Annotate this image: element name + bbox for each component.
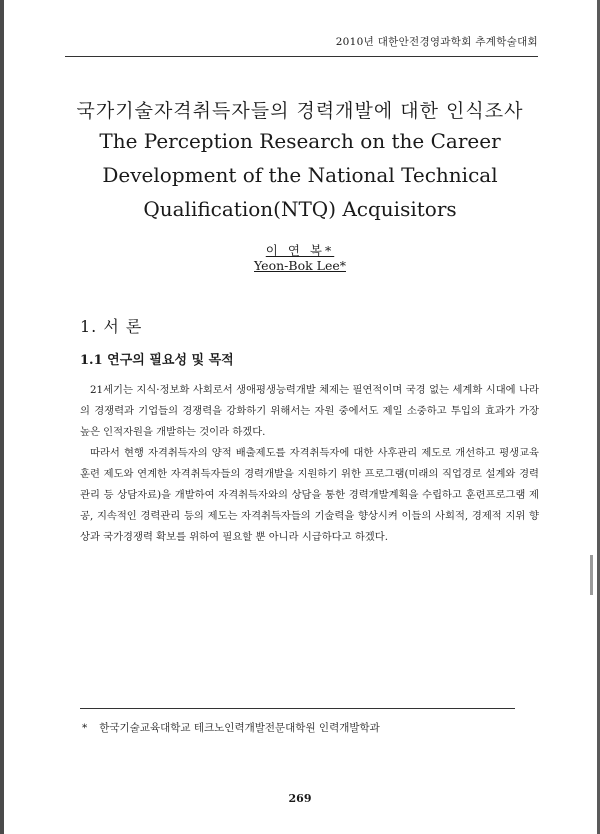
header-rule	[65, 56, 538, 57]
page-number: 269	[288, 792, 312, 805]
title-korean: 국가기술자격취득자들의 경력개발에 대한 인식조사	[76, 100, 524, 122]
paragraph-2: 따라서 현행 자격취득자의 양적 배출제도를 자격취득자에 대한 사후관리 제도로 개선하고 평생교육훈련 제도와 연계한 자격취득자들의 경력개발을 지원하기 위한 프로그램(미래의 직업경로 설계와 경력관리 등 상담자료)을 개발하여 자격취득자와의 상담을 통한 경력개발계획을 수립하고 훈련프로그램 제공, 지속적인 경력관리 등의 제도는 자격취득자들의 기술력을 향상시켜 이들의 사회적, 경제적 지위 향상과 국가경쟁력 확보를 위하여 필요할 뿐 아니라 시급하다고 하겠다.	[80, 447, 540, 543]
subsection-title: 1.1 연구의 필요성 및 목적	[80, 353, 234, 368]
paragraph-1: 21세기는 지식·정보화 사회로서 생애평생능력개발 체제는 필연적이며 국경 없는 세계화 시대에 나라의 경쟁력과 기업들의 경쟁력을 강화하기 위해서는 자원 중에서도 제일 소중하고 투입의 효과가 가장 높은 인적자원을 개발하는 것이라 하겠다.	[80, 384, 539, 438]
footnote-rule	[80, 708, 515, 709]
title-english-line-1: The Perception Research on the Career	[99, 129, 501, 153]
footnote	[82, 720, 380, 735]
scan-edge-left	[0, 0, 4, 834]
title-english	[80, 124, 520, 226]
section-title: 1. 서 론	[80, 317, 143, 336]
running-header: 2010년 대한안전경영과학회 추계학술대회	[335, 36, 538, 48]
title-english-line-3: Qualification(NTQ) Acquisitors	[143, 197, 457, 221]
scan-mark	[590, 555, 593, 595]
body-text	[80, 380, 539, 548]
author-english-name: Yeon-Bok Lee*	[254, 258, 346, 273]
title-english-line-2: Development of the National Technical	[102, 163, 498, 187]
author-korean	[0, 241, 600, 259]
footnote-text: 한국기술교육대학교 테크노인력개발전문대학원 인력개발학과	[99, 722, 380, 734]
author-korean-name: 이 연 복*	[265, 243, 335, 258]
footnote-mark: *	[82, 722, 88, 734]
author-english	[0, 258, 600, 273]
